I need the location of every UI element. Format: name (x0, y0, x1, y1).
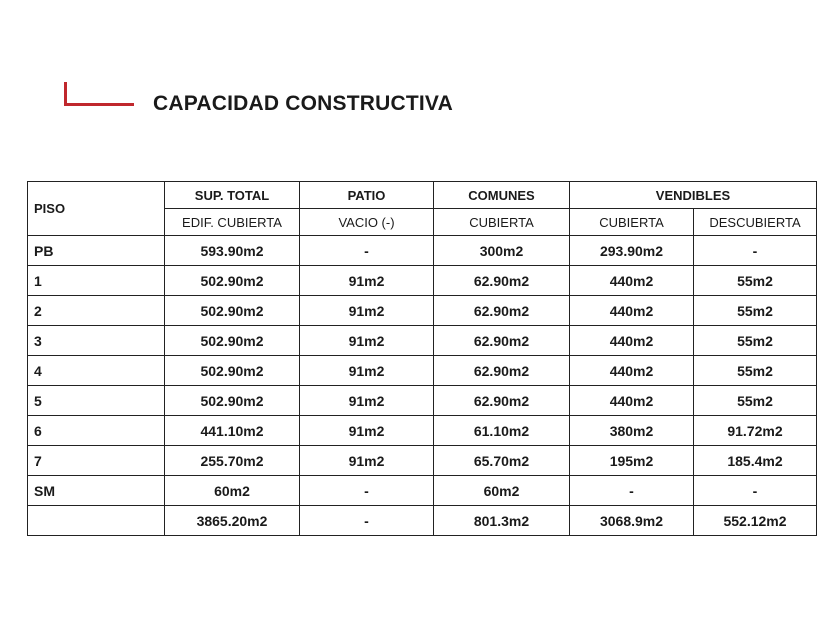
cell-vendibles-descubierta: 55m2 (694, 266, 817, 296)
table-row (28, 356, 817, 386)
cell-patio: - (300, 236, 434, 266)
cell-vendibles-descubierta: 55m2 (694, 386, 817, 416)
cell-patio: 91m2 (300, 296, 434, 326)
table-total-row (28, 506, 817, 536)
cell-patio: 91m2 (300, 416, 434, 446)
cell-comunes: 61.10m2 (434, 416, 570, 446)
cell-vendibles-cubierta: 380m2 (570, 416, 694, 446)
cell-comunes: 62.90m2 (434, 266, 570, 296)
table-header-row (28, 182, 817, 209)
cell-comunes: 62.90m2 (434, 326, 570, 356)
cell-piso: 2 (28, 296, 165, 326)
cell-vendibles-cubierta: - (570, 476, 694, 506)
cell-sup-total: 502.90m2 (165, 356, 300, 386)
cell-piso: 7 (28, 446, 165, 476)
table-row (28, 236, 817, 266)
cell-vendibles-cubierta: 3068.9m2 (570, 506, 694, 536)
cell-sup-total: 3865.20m2 (165, 506, 300, 536)
cell-piso: 5 (28, 386, 165, 416)
cell-sup-total: 255.70m2 (165, 446, 300, 476)
accent-horizontal-line (64, 103, 134, 106)
cell-vendibles-descubierta: 552.12m2 (694, 506, 817, 536)
table-row (28, 326, 817, 356)
cell-vendibles-cubierta: 293.90m2 (570, 236, 694, 266)
cell-patio: 91m2 (300, 446, 434, 476)
cell-patio: - (300, 506, 434, 536)
subheader-edif-cubierta: EDIF. CUBIERTA (165, 209, 300, 236)
title-accent-mark (64, 82, 134, 106)
subheader-comunes-cubierta: CUBIERTA (434, 209, 570, 236)
cell-comunes: 62.90m2 (434, 296, 570, 326)
cell-vendibles-cubierta: 440m2 (570, 296, 694, 326)
cell-comunes: 300m2 (434, 236, 570, 266)
cell-piso: 3 (28, 326, 165, 356)
table-row (28, 296, 817, 326)
cell-sup-total: 593.90m2 (165, 236, 300, 266)
cell-vendibles-cubierta: 440m2 (570, 326, 694, 356)
table-row (28, 446, 817, 476)
cell-piso: PB (28, 236, 165, 266)
accent-vertical-line (64, 82, 67, 105)
cell-vendibles-descubierta: 55m2 (694, 296, 817, 326)
table-row (28, 266, 817, 296)
table-row (28, 476, 817, 506)
cell-vendibles-cubierta: 440m2 (570, 266, 694, 296)
cell-vendibles-cubierta: 440m2 (570, 386, 694, 416)
capacity-table (27, 181, 817, 536)
cell-patio: - (300, 476, 434, 506)
cell-sup-total: 502.90m2 (165, 326, 300, 356)
cell-patio: 91m2 (300, 356, 434, 386)
cell-vendibles-descubierta: 185.4m2 (694, 446, 817, 476)
cell-comunes: 801.3m2 (434, 506, 570, 536)
cell-piso: 4 (28, 356, 165, 386)
cell-sup-total: 441.10m2 (165, 416, 300, 446)
cell-patio: 91m2 (300, 386, 434, 416)
cell-patio: 91m2 (300, 326, 434, 356)
cell-sup-total: 502.90m2 (165, 386, 300, 416)
header-patio: PATIO (300, 182, 434, 209)
cell-vendibles-descubierta: 91.72m2 (694, 416, 817, 446)
cell-sup-total: 502.90m2 (165, 296, 300, 326)
subheader-vendibles-cubierta: CUBIERTA (570, 209, 694, 236)
subheader-vendibles-descubierta: DESCUBIERTA (694, 209, 817, 236)
cell-sup-total: 60m2 (165, 476, 300, 506)
subheader-vacio: VACIO (-) (300, 209, 434, 236)
cell-piso: 1 (28, 266, 165, 296)
header-piso: PISO (28, 182, 165, 236)
cell-vendibles-descubierta: - (694, 236, 817, 266)
cell-piso: 6 (28, 416, 165, 446)
cell-vendibles-descubierta: 55m2 (694, 356, 817, 386)
cell-piso: SM (28, 476, 165, 506)
cell-patio: 91m2 (300, 266, 434, 296)
table-row (28, 386, 817, 416)
cell-vendibles-cubierta: 440m2 (570, 356, 694, 386)
cell-comunes: 62.90m2 (434, 386, 570, 416)
cell-vendibles-cubierta: 195m2 (570, 446, 694, 476)
table-row (28, 416, 817, 446)
cell-comunes: 65.70m2 (434, 446, 570, 476)
cell-piso (28, 506, 165, 536)
header-comunes: COMUNES (434, 182, 570, 209)
cell-comunes: 62.90m2 (434, 356, 570, 386)
page-title: CAPACIDAD CONSTRUCTIVA (153, 92, 453, 115)
header-vendibles: VENDIBLES (570, 182, 817, 209)
cell-comunes: 60m2 (434, 476, 570, 506)
cell-sup-total: 502.90m2 (165, 266, 300, 296)
cell-vendibles-descubierta: 55m2 (694, 326, 817, 356)
cell-vendibles-descubierta: - (694, 476, 817, 506)
header-sup-total: SUP. TOTAL (165, 182, 300, 209)
